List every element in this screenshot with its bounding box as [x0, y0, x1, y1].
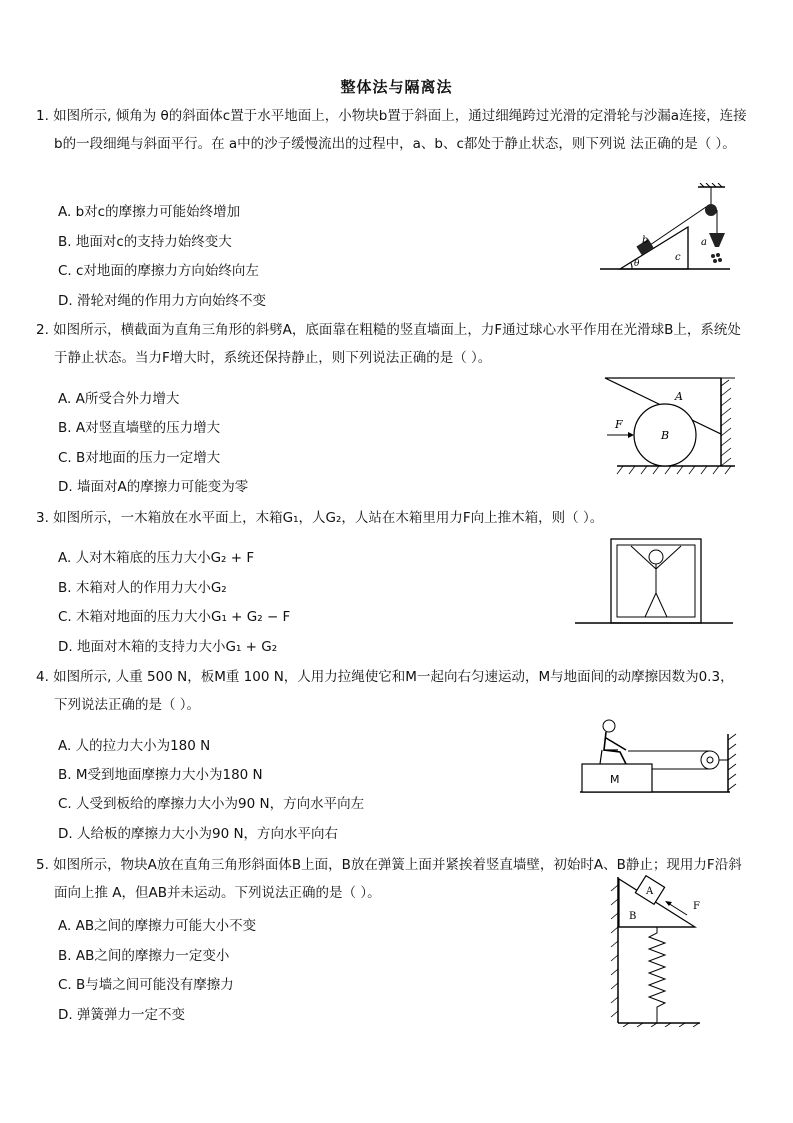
option-d: D. 弹簧弹力一定不变 [58, 1007, 185, 1023]
option-d: D. 墙面对A的摩擦力可能变为零 [58, 479, 249, 495]
option-b: B. A对竖直墙壁的压力增大 [58, 420, 221, 436]
force-arrow-icon [628, 432, 634, 438]
sand-funnel-icon [709, 233, 725, 247]
person-head-icon [649, 550, 663, 564]
option-a: A. b对c的摩擦力可能始终增加 [58, 204, 241, 220]
option-d: D. 人给板的摩擦力大小为90 N，方向水平向右 [58, 826, 339, 842]
option-b: B. M受到地面摩擦力大小为180 N [58, 767, 263, 783]
option-b: B. AB之间的摩擦力一定变小 [58, 948, 230, 964]
question-stem: 4. 如图所示, 人重 500 N，板M重 100 N，人用力拉绳使它和M一起向右匀速运动，M与地面间的动摩擦因数为0.3，下列说法正确的是（ ）。 [36, 669, 734, 713]
option-a: A. A所受合外力增大 [58, 391, 180, 407]
question-2 [32, 316, 747, 372]
label-theta: θ [634, 259, 640, 269]
question-3 [32, 504, 747, 532]
question-stem: 1. 如图所示, 倾角为 θ的斜面体c置于水平地面上，小物块b置于斜面上，通过细绳跨过光滑的定滑轮与沙漏a连接，连接b的一段细绳与斜面平行。在 a中的沙子缓慢流出的过程中，a、b、c都处于静止状态，则下列说 法正确的是（ ）。 [36, 108, 747, 152]
person-icon [603, 720, 615, 732]
option-d: D. 滑轮对绳的作用力方向始终不变 [58, 293, 266, 309]
label-b: B [661, 429, 670, 442]
label-b: b [642, 235, 649, 246]
option-c: C. B对地面的压力一定增大 [58, 450, 221, 466]
option-c: C. c对地面的摩擦力方向始终向左 [58, 263, 259, 279]
label-a: a [701, 237, 707, 248]
option-d: D. 地面对木箱的支持力大小G₁ + G₂ [58, 639, 278, 655]
question-4 [32, 663, 747, 719]
option-c: C. 木箱对地面的压力大小G₁ + G₂ − F [58, 609, 291, 625]
label-m: M [610, 773, 620, 786]
spring-icon [649, 927, 665, 1023]
label-f: F [693, 901, 700, 912]
figure-wedge-spring [605, 875, 715, 1027]
option-c: C. B与墙之间可能没有摩擦力 [58, 977, 234, 993]
label-a: A [646, 886, 654, 897]
question-1 [32, 102, 747, 158]
question-stem: 3. 如图所示，一木箱放在水平面上，木箱G₁，人G₂，人站在木箱里用力F向上推木箱，则（ ）。 [36, 510, 604, 526]
option-b: B. 地面对c的支持力始终变大 [58, 234, 232, 250]
option-a: A. AB之间的摩擦力可能大小不变 [58, 918, 257, 934]
label-b: B [629, 911, 637, 922]
option-c: C. 人受到板给的摩擦力大小为90 N，方向水平向左 [58, 796, 365, 812]
figure-man-board [580, 716, 740, 796]
option-a: A. 人的拉力大小为180 N [58, 738, 211, 754]
label-a: A [675, 390, 683, 403]
question-stem: 5. 如图所示，物块A放在直角三角形斜面体B上面，B放在弹簧上面并紧挨着竖直墙壁，初始时A、B静止；现用力F沿斜面向上推 A，但AB并未运动。下列说法正确的是（ ）。 [36, 857, 742, 901]
label-c: c [675, 252, 681, 263]
pulley-icon [705, 204, 717, 216]
figure-incline-pulley [600, 183, 735, 275]
figure-box-person [575, 535, 737, 627]
figure-wedge-ball [603, 376, 738, 480]
option-a: A. 人对木箱底的压力大小G₂ + F [58, 550, 255, 566]
page-title: 整体法与隔离法 [340, 78, 453, 96]
question-stem: 2. 如图所示，横截面为直角三角形的斜劈A，底面靠在粗糙的竖直墙面上，力F通过球心水平作用在光滑球B上，系统处于静止状态。当力F增大时，系统还保持静止，则下列说法正确的是（ ）。 [36, 322, 741, 366]
label-f: F [615, 418, 623, 431]
option-b: B. 木箱对人的作用力大小G₂ [58, 580, 227, 596]
